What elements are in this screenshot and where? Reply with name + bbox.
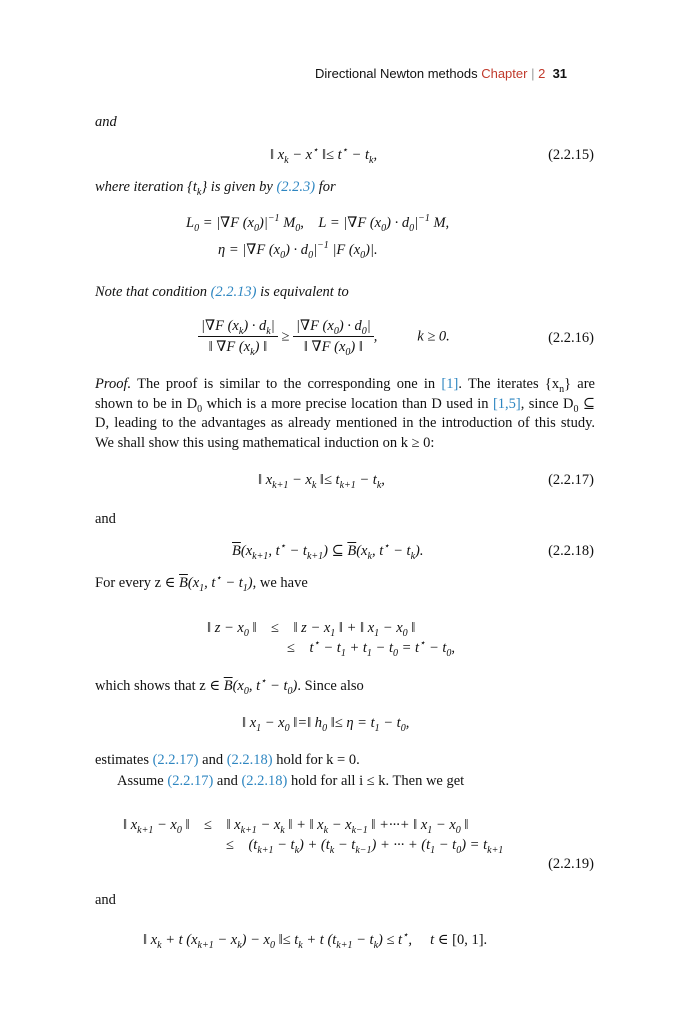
fraction-right: $\frac{|\nabla F (x_0) \cdot d_0|}{‖ \nabla F (x_0) ‖}$ <box>293 318 374 356</box>
proof-text-6: ⊆ D, leading to the advantages as already mentioned in the introduction of this study. We shall show this using mathematical induction on k ≥ 0: <box>95 395 595 451</box>
equation-2-2-17: ‖ $x_{k+1} - x_k$ ‖≤ $t_{k+1} - t_k$, <box>258 472 385 491</box>
which-shows-b: . Since also <box>297 678 364 694</box>
where-text-c: for <box>315 179 336 195</box>
equation-label-2-2-17: (2.2.17) <box>548 472 594 488</box>
estimates-c: hold for k = 0. <box>272 752 360 768</box>
where-text-a: where iteration {t <box>95 179 197 195</box>
equation-eta-definition: η = |∇F $(x_0) \cdot d_0|^{-1}$ |F $(x_0)|$. <box>218 240 378 261</box>
text-which-shows: which shows that z ∈ $\overline{B}(x_0$, $t^⋆ - t_0$). Since also <box>95 676 364 697</box>
equation-final: ‖ $x_k + t$ $(x_{k+1} - x_k) - x_0$ ‖≤ $t_k + t$ $(t_{k+1} - t_k) \le t^⋆$, t ∈ [0, 1]. <box>143 930 488 951</box>
equation-2-2-18: $\overline{B}(x_{k+1}$, $t^⋆ - t_{k+1}$) ⊆ $\overline{B}(x_k$, $t^⋆ - t_k$). <box>232 541 424 562</box>
equation-aligned-1-line-2: ≤ $t^⋆ - t_1 + t_1 - t_0 = t^⋆ - t_0$, <box>287 638 456 659</box>
link-ref-2-2-17-b[interactable]: (2.2.17) <box>167 773 214 789</box>
note-text-a: Note that condition <box>95 284 211 300</box>
proof-text-1: The proof is similar to the corresponding one in <box>131 376 442 392</box>
fraction-left: $\frac{|\nabla F (x_k) \cdot d_k|}{‖ \nabla F (x_k) ‖}$ <box>198 318 278 356</box>
equation-2-2-16: $\frac{|\nabla F (x_k) \cdot d_k|}{‖ \nabla F (x_k) ‖}$ ≥ $\frac{|\nabla F (x_0) \cdot d_0|}{‖ \nabla F (x_0) ‖}$ , k ≥ 0. <box>198 318 450 356</box>
header-chapter-label: Chapter <box>481 66 528 81</box>
equation-aligned-2-line-1: ‖ $x_{k+1} - x_0$ ‖ ≤ ‖ $x_{k+1} - x_k$ ‖ + ‖ $x_k - x_{k-1}$ ‖ +···+ ‖ $x_1 - x_0$ ‖ <box>123 817 469 836</box>
proof-text-2: . The iterates {x <box>458 376 560 392</box>
assume-b: and <box>213 773 242 789</box>
equation-2-2-15: ‖ $x_k - x^⋆$ ‖≤ $t^⋆ - t_k$, <box>270 145 378 166</box>
link-ref-1-5[interactable]: [1,5] <box>492 395 521 412</box>
page-number: 31 <box>552 66 568 81</box>
estimates-b: and <box>198 752 227 768</box>
header-separator: | <box>531 66 535 81</box>
assume-a: Assume <box>117 773 168 789</box>
equation-label-2-2-18: (2.2.18) <box>548 543 594 559</box>
proof-text-3: } are shown to be in D <box>95 376 595 412</box>
equation-since-also: ‖ $x_1 - x_0$ ‖=‖ $h_0$ ‖≤ $\eta = t_1 - t_0$, <box>242 715 410 734</box>
text-for-every: For every z ∈ $\overline{B}(x_1$, $t^⋆ - t_1$), we have <box>95 573 308 594</box>
estimates-a: estimates <box>95 752 153 768</box>
proof-text-5: , since D <box>520 395 574 412</box>
link-ref-2-2-13[interactable]: (2.2.13) <box>210 284 257 300</box>
text-and-3: and <box>95 892 116 908</box>
equation-label-2-2-16: (2.2.16) <box>548 330 594 346</box>
running-header <box>315 66 567 81</box>
equation-L-definitions: $L_0 = |\nabla F$ $(x_0)|^{-1}$ $M_0$, L = |∇F $(x_0) \cdot d_0|^{-1}$ M, <box>186 213 450 234</box>
text-and-2: and <box>95 511 116 527</box>
equation-aligned-1-line-1: ‖ $z - x_0$ ‖ ≤ ‖ $z - x_1$ ‖ + ‖ $x_1 - x_0$ ‖ <box>207 620 416 639</box>
text-assume <box>117 773 464 790</box>
link-ref-2-2-18-a[interactable]: (2.2.18) <box>226 752 273 768</box>
equation-label-2-2-15: (2.2.15) <box>548 147 594 163</box>
for-every-b: , we have <box>252 575 308 591</box>
for-every-a: For every z ∈ <box>95 575 180 591</box>
proof-label: Proof. <box>95 376 132 392</box>
which-shows-a: which shows that z ∈ <box>95 678 224 694</box>
where-text-b: } is given by <box>201 179 277 195</box>
proof-paragraph: Proof. The proof is similar to the corresponding one in [1]. The iterates $\{x_n\}$ are shown to be in $D_0$ which is a more precise location than D used in [1,5], since $D_0$ ⊆ D, leading to the advantages as already mentioned in the introduction of this study. We shall show this using mathematical induction on k ≥ 0: <box>95 376 595 451</box>
assume-c: hold for all i ≤ k. Then we get <box>287 773 465 789</box>
equation-label-2-2-19: (2.2.19) <box>548 856 594 872</box>
text-where-iteration: where iteration $\{t_k\}$ is given by (2.2.3) for <box>95 179 336 198</box>
link-ref-2-2-17-a[interactable]: (2.2.17) <box>152 752 199 768</box>
text-note-condition <box>95 284 349 301</box>
header-chapter-number: 2 <box>538 66 546 81</box>
equation-aligned-2-line-2: ≤ $(t_{k+1} - t_k) + (t_k - t_{k-1})$ + ··· + $(t_1 - t_0) = t_{k+1}$ <box>226 837 504 856</box>
link-ref-2-2-3[interactable]: (2.2.3) <box>276 179 316 195</box>
header-title: Directional Newton methods <box>315 66 478 81</box>
text-and-1: and <box>95 114 117 130</box>
proof-text-4: which is a more precise location than D used in <box>202 395 493 412</box>
note-text-b: is equivalent to <box>256 284 349 300</box>
link-ref-2-2-18-b[interactable]: (2.2.18) <box>241 773 288 789</box>
text-estimates <box>95 752 360 769</box>
link-ref-1[interactable]: [1] <box>441 376 459 392</box>
